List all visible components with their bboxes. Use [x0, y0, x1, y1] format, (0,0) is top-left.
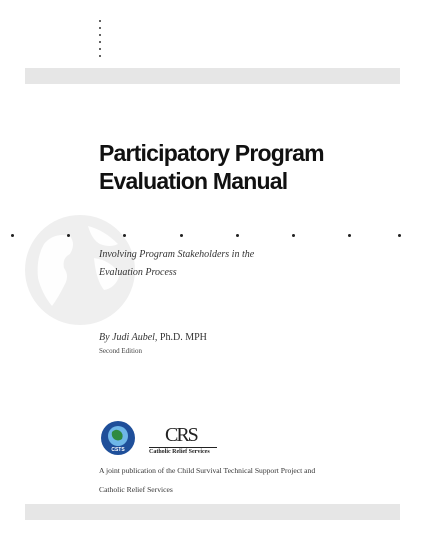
- horizontal-dot-divider: [0, 234, 425, 238]
- header-band: [25, 68, 400, 84]
- author-name: By Judi Aubel,: [99, 332, 158, 343]
- crs-mark: CRS: [165, 424, 197, 446]
- vertical-dot-ornament: [99, 20, 101, 62]
- edition-label: Second Edition: [99, 347, 142, 355]
- document-title: [99, 139, 324, 195]
- subtitle-line-1: Involving Program Stakeholders in the: [99, 249, 255, 260]
- crs-name: Catholic Relief Services: [149, 449, 210, 455]
- svg-text:CSTS: CSTS: [111, 447, 125, 453]
- subtitle-line-2: Evaluation Process: [99, 267, 177, 278]
- crs-rule: [149, 447, 217, 448]
- title-line-1: Participatory Program: [99, 140, 324, 166]
- author-credentials: Ph.D. MPH: [157, 332, 207, 343]
- author-line: [99, 332, 207, 343]
- publication-line-1: A joint publication of the Child Survival Technical Support Project and: [99, 466, 316, 475]
- publication-note: [99, 461, 399, 499]
- crs-logo: [149, 424, 219, 460]
- cstsp-logo-icon: [100, 420, 136, 456]
- footer-band: [25, 504, 400, 520]
- publication-line-2: Catholic Relief Services: [99, 485, 173, 494]
- document-subtitle: [99, 246, 254, 282]
- title-line-2: Evaluation Manual: [99, 168, 288, 194]
